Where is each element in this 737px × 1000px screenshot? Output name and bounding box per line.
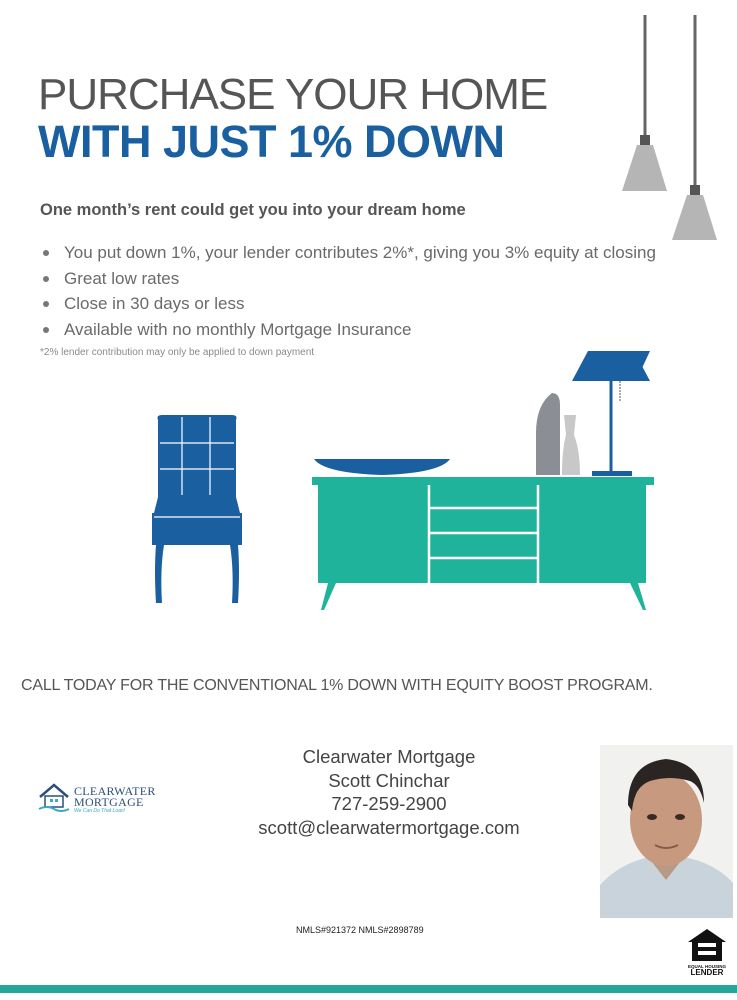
equal-housing-lender [683,928,731,978]
house-logo-icon [37,782,71,812]
contact-email[interactable]: scott@clearwatermortgage.com [258,816,520,838]
subheadline: One month’s rent could get you into your dream home [40,201,466,219]
contact-block [248,745,530,839]
table-lamp-icon [572,351,650,476]
pendant-lamp-icon [672,15,717,240]
equal-housing-line-2: LENDER [690,968,724,977]
benefit-item: Close in 30 days or less [40,291,656,317]
headline-line-2: WITH JUST 1% DOWN [38,116,505,167]
contact-company: Clearwater Mortgage [302,746,476,767]
call-to-action: CALL TODAY FOR THE CONVENTIONAL 1% DOWN WITH EQUITY BOOST PROGRAM. [21,677,653,694]
agent-photo [600,745,733,918]
logo-name-line-1: CLEARWATER [74,784,156,798]
logo-tagline: We Can Do That Loan! [74,808,126,814]
benefit-item: Available with no monthly Mortgage Insurance [40,317,656,343]
headline-line-1: PURCHASE YOUR HOME [38,70,548,119]
benefit-item: Great low rates [40,266,656,292]
sideboard-icon [312,477,654,610]
benefit-item: You put down 1%, your lender contributes 2%*, giving you 3% equity at closing [40,240,656,266]
contact-name: Scott Chinchar [328,769,450,791]
chair-icon [152,415,242,603]
contact-phone[interactable]: 727-259-2900 [331,793,447,814]
equal-housing-line-1: EQUAL HOUSING [688,964,726,969]
footnote: *2% lender contribution may only be applied to down payment [40,347,315,358]
bottom-accent-bar [0,985,737,993]
pendant-lamp-icon [622,15,667,191]
equal-housing-icon [687,928,727,962]
pendant-lamps [615,15,725,245]
vase-icon [536,393,580,475]
clearwater-mortgage-logo [37,782,156,818]
logo-name-line-2: MORTGAGE [74,795,144,809]
benefits-list [40,240,656,342]
bowl-icon [314,459,450,475]
furniture-illustration [140,345,660,615]
nmls-numbers: NMLS#921372 NMLS#2898789 [296,925,424,935]
